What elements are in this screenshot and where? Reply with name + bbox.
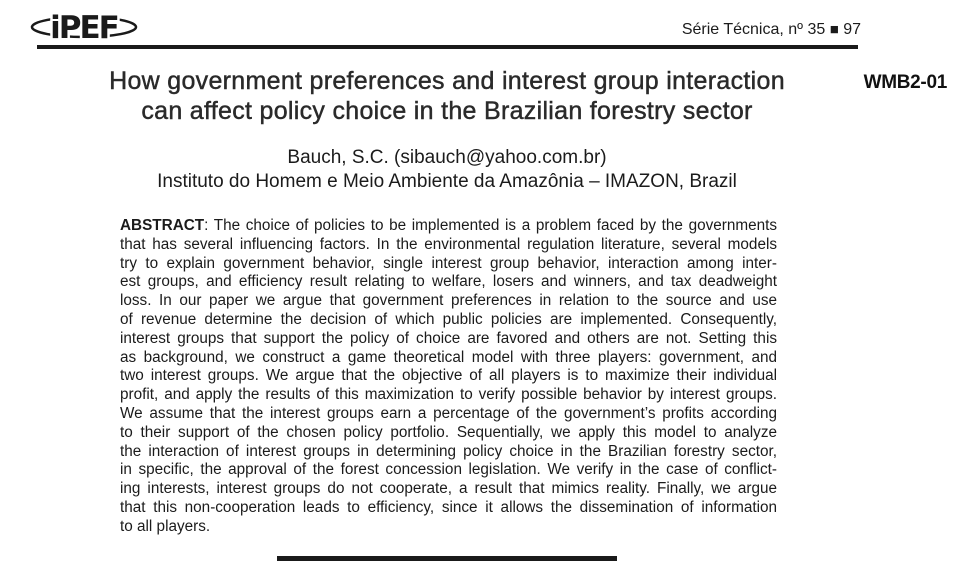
paper-code: WMB2-01 [863, 72, 947, 93]
abstract-line: We assume that the interest groups earn a percentage of the government’s profits according [120, 404, 777, 422]
abstract-line: that this non-cooperation leads to efficiency, since it allows the dissemination of information [120, 498, 777, 516]
abstract-line: two interest groups. We argue that the objective of all players is to maximize their individual [120, 367, 777, 385]
abstract-line: that has several influencing factors. In the environmental regulation literature, several models [120, 235, 777, 253]
abstract-line: to all players. [120, 517, 211, 535]
abstract-line: of revenue determine the decision of which public policies are implemented. Consequently, [120, 310, 777, 328]
abstract-line: est groups, and efficiency result relating to welfare, losers and winners, and tax deadweight [120, 273, 777, 291]
title-line-1: How government preferences and interest group interaction [109, 67, 785, 95]
header-rule [37, 45, 858, 49]
abstract-line: ing interests, interest groups do not cooperate, a result that mimics reality. Finally, we argue [120, 480, 777, 498]
abstract-line: interest groups that support the policy of choice are favored and others are not. Setting this [120, 329, 777, 347]
ipef-logo [28, 5, 140, 45]
page-number: 97 [843, 21, 861, 38]
footer-rule [277, 556, 617, 561]
logo-text: iPEF [50, 10, 118, 45]
square-bullet-icon: ■ [829, 21, 839, 38]
abstract-line: to their support of the chosen policy portfolio. Sequentially, we apply this model to analyze [120, 423, 777, 441]
abstract-line: in specific, the approval of the forest concession legislation. We verify in the case of conflict- [120, 461, 777, 479]
title-line-2: can affect policy choice in the Brazilian forestry sector [141, 97, 753, 125]
abstract-line: try to explain government behavior, single interest group behavior, interaction among inter- [120, 254, 777, 272]
abstract-line: profit, and apply the results of this maximization to verify possible behavior by interest groups. [120, 386, 777, 404]
affiliation-line: Instituto do Homem e Meio Ambiente da Amazônia – IMAZON, Brazil [157, 171, 737, 192]
abstract-block [120, 217, 777, 537]
authors-block [0, 146, 894, 194]
header-journal-info [682, 20, 861, 40]
abstract-label: ABSTRACT [120, 217, 205, 234]
abstract-line [120, 217, 777, 236]
abstract-line: loss. In our paper we argue that government preferences in relation to the source and use [120, 292, 777, 310]
journal-title: Série Técnica, nº 35 [681, 21, 826, 38]
abstract-line: as background, we construct a game theoretical model with three players: government, and [120, 348, 777, 366]
abstract-line: the interaction of interest groups in determining policy choice in the Brazilian forestry sector, [120, 442, 777, 460]
paper-title [0, 66, 894, 126]
author-line: Bauch, S.C. (sibauch@yahoo.com.br) [287, 147, 607, 168]
abstract-line-text: : The choice of policies to be implemented is a problem faced by the governments [204, 217, 777, 234]
